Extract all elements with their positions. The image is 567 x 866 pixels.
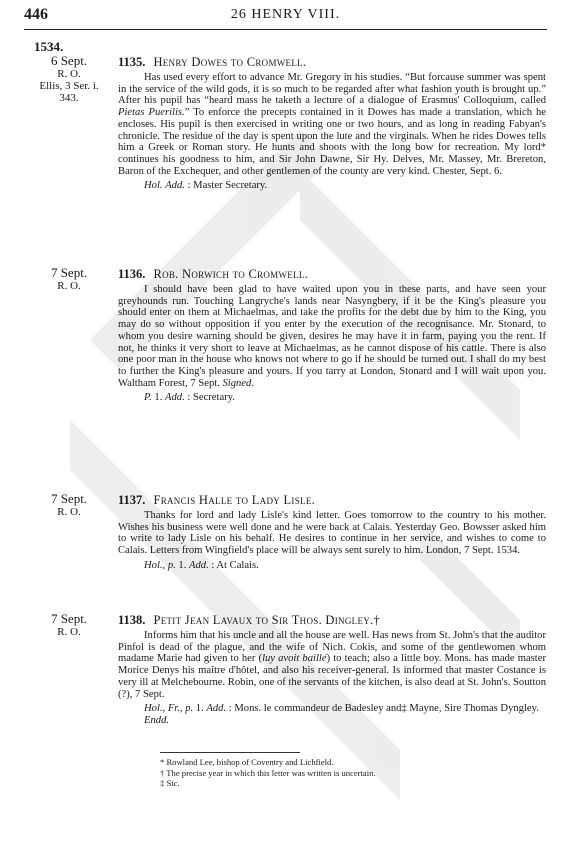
entry-ref: R. O. <box>57 506 81 518</box>
entry-date: 7 Sept. <box>50 265 88 280</box>
entry-date: 6 Sept. <box>50 53 88 68</box>
meta-italic: P. <box>144 392 152 404</box>
entry-number: 1136. <box>118 267 146 281</box>
entry-margin <box>26 266 112 292</box>
meta-italic: Endd. <box>144 715 170 727</box>
year-heading: 1534. <box>34 39 64 54</box>
meta-text: 1. <box>151 392 166 404</box>
meta-italic: Add. <box>206 703 227 715</box>
meta-italic: Add. <box>165 180 185 192</box>
entry-content <box>118 266 546 404</box>
entry-content <box>118 612 546 727</box>
entry-body <box>118 510 546 557</box>
entry-ref: R. O. <box>57 280 81 292</box>
header-rule <box>24 29 547 30</box>
footnote-rule <box>160 752 300 753</box>
entry-correspondents: Rob. Norwich to Cromwell. <box>153 267 309 281</box>
body-text: I should have been glad to have waited upon you in these parts, and have seen your greyhounds run. Touching Langryche's lands near Nasyngbery, if it be the King's pleasure you should enter on them at Michaelmas, and take the profits for the debt due by him to the King, you may do so without opposition if you enter by the execution of the recognisance. Mr. Stonard, to whom you desire warning should be given, desires he may have it in farm, paying you the rent. If not, he thinks it very short to leave at Michaelmas, as he cannot dispose of his cattle. There is also one poor man in the house who knows not where to go if he should be turned out. I shall do my best to further the King's pleasure and yours. If you tarry at London, Stonard and I will wait upon you. Waltham Forest, 7 Sept. <box>118 284 546 389</box>
body-text: Has used every effort to advance Mr. Gregory in his studies. “But forcause summer was spent in the service of the wild gods, it is so much to be regarded after what fashion youth is brought up.” After his pupil has “heard mass he taketh a lecture of a dialogue of Erasmus' Colloquium, called <box>118 72 546 107</box>
entry-body <box>118 284 546 389</box>
entry-content <box>118 492 546 572</box>
body-italic: luy avoit baillé <box>262 653 327 665</box>
meta-text: : At Calais. <box>208 559 259 571</box>
meta-text: 1. <box>175 559 190 571</box>
entry-ref: 343. <box>59 92 79 104</box>
footnote: * Rowland Lee, bishop of Coventry and Lichfield. <box>160 757 334 767</box>
running-head: 26 HENRY VIII. <box>230 7 341 22</box>
entry-date: 7 Sept. <box>50 491 88 506</box>
meta-italic: Hol., p. <box>144 559 176 571</box>
meta-italic: Hol., Fr., p. <box>144 703 194 715</box>
body-text: ” To enforce the precepts contained in it Dowes has made a translation, which he encloses. His pupil is then exercised in writing one or two hours, and as long in reading Fabyan's chronicle. The residue of the day is spent upon the lute and the virginals. When he rides Dowes tells him a Greek or Roman story. He hunts and shoots with the long bow for recreation. My lord* continues his goodness to him, and Sir John Dawne, Sir Hy. Delves, Mr. Massey, Mr. Brereton, Baron of the Exchequer, and other gentlemen of the county are very kind. Chester, Sept. 6. <box>118 107 547 177</box>
meta-text: : Master Secretary. <box>184 180 268 192</box>
meta-italic: Add. <box>165 392 185 404</box>
footnote: † The precise year in which this letter was written is uncertain. <box>160 767 376 778</box>
entry-margin <box>26 492 112 518</box>
body-text: ) to teach; also a little boy. Mons. has made master Morice Denys his maître d'hôtel, and also his receiver-general. Is informed that master Costance is very ill at Melchebourne. Robin, one of the servants of the kitchen, is also dead at St. John's. Soutton (?), 7 Sept. <box>118 653 546 700</box>
entry-ref: R. O. <box>57 68 81 80</box>
entry-date: 7 Sept. <box>50 611 88 626</box>
body-text: Thanks for lord and lady Lisle's kind letter. Goes tomorrow to the country to his mother. Wishes his business were well done and he were back at Calais. Yesterday Geo. Bowsser asked him to write to lady Lisle on his behalf. He desires to continue in her service, and wishes to come to Calais. Letters from Wingfield's place will be always sent surely to him. London, 7 Sept. 1534. <box>118 510 546 557</box>
meta-text: 1. <box>193 703 207 715</box>
meta-text: : Secretary. <box>184 392 235 404</box>
entry-description <box>118 703 546 727</box>
body-italic: Pietas Puerilis. <box>118 107 185 119</box>
body-text: . <box>251 377 254 389</box>
entry-correspondents: Francis Halle to Lady Lisle. <box>153 493 316 507</box>
entry-description <box>118 392 546 404</box>
entry-description <box>118 560 546 572</box>
entry-margin <box>26 54 112 104</box>
entry-title <box>118 54 546 70</box>
footnote: ‡ Sic. <box>160 778 180 788</box>
meta-italic: Hol. <box>144 180 163 192</box>
meta-text: : Mons. le commandeur de Badesley and‡ Mayne, Sire Thomas Dyngley. <box>226 703 539 715</box>
footnotes <box>160 757 500 789</box>
entry-correspondents: Henry Dowes to Cromwell. <box>153 55 307 69</box>
body-italic: Signed <box>222 377 252 389</box>
body-text: Informs him that his uncle and all the house are well. Has news from St. John's that the auditor Pinfol is dead of the plague, and the wife of Nich. Cokis, and some of the gentlewomen whom madame Marie had given to her ( <box>118 630 546 665</box>
entry-body <box>118 630 546 700</box>
entry-title <box>118 492 546 508</box>
entry-body <box>118 72 546 177</box>
entry-description <box>118 180 546 192</box>
entry-ref: R. O. <box>57 626 81 638</box>
meta-italic: Add. <box>189 559 209 571</box>
page-header <box>24 6 547 28</box>
entry-number: 1135. <box>118 55 146 69</box>
entry-title <box>118 612 546 628</box>
entry-number: 1138. <box>118 613 146 627</box>
page-number: 446 <box>24 6 48 23</box>
entry-margin <box>26 612 112 638</box>
entry-content <box>118 54 546 192</box>
entry-title <box>118 266 546 282</box>
entry-ref: Ellis, 3 Ser. i. <box>39 80 99 92</box>
entry-number: 1137. <box>118 493 146 507</box>
entry-correspondents: Petit Jean Lavaux to Sir Thos. Dingley.† <box>153 613 381 627</box>
